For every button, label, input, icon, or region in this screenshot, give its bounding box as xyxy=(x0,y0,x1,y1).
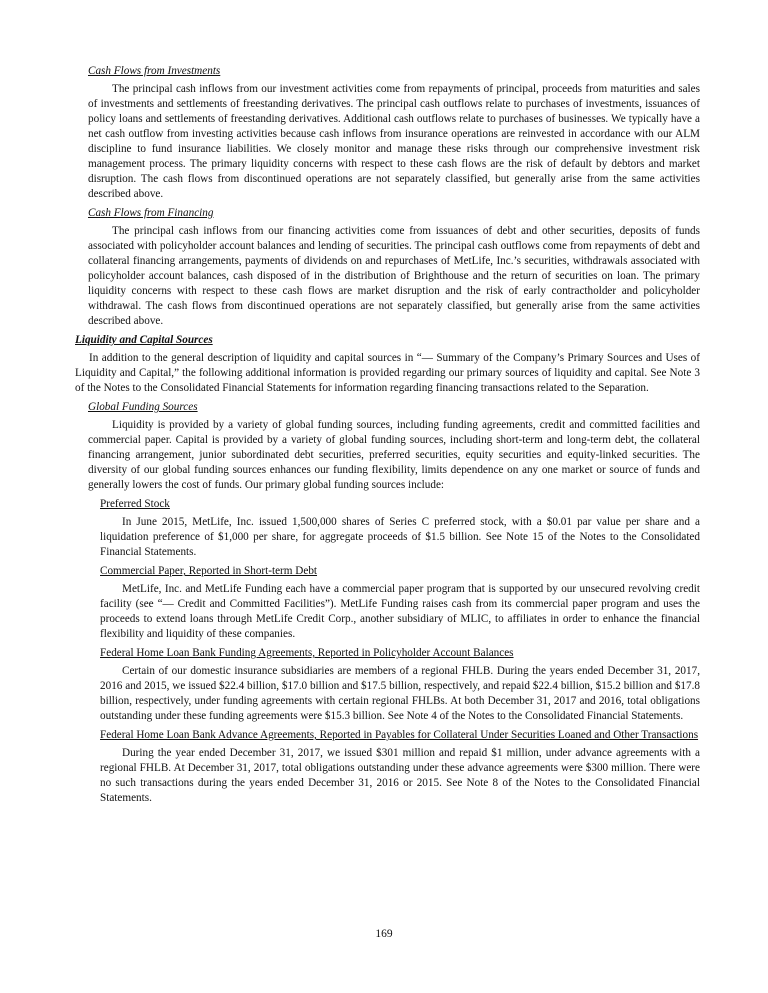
section-fhlb-funding xyxy=(100,646,700,724)
paragraph-fhlb-advance: During the year ended December 31, 2017, we issued $301 million and repaid $1 million, under advance agreements with a regional FHLB. At December 31, 2017, total obligations outstanding under these advance agreements were $300 million. There were no such transactions during the years ended December 31, 2016 or 2015. See Note 8 of the Notes to the Consolidated Financial Statements. xyxy=(100,747,700,804)
paragraph-commercial-paper: MetLife, Inc. and MetLife Funding each have a commercial paper program that is supported by our unsecured revolving credit facility (see “— Credit and Committed Facilities”). MetLife Funding raises cash from its commercial paper program and uses the proceeds to extend loans through MetLife Credit Corp., another subsidiary of MLIC, to affiliates in order to enhance the financial flexibility and liquidity of these companies. xyxy=(100,583,700,640)
section-preferred-stock xyxy=(100,497,700,560)
section-commercial-paper xyxy=(100,564,700,642)
section-liquidity-capital-sources xyxy=(75,333,700,396)
heading-fhlb-funding: Federal Home Loan Bank Funding Agreements, Reported in Policyholder Account Balances xyxy=(100,647,514,659)
paragraph-cash-flows-financing: The principal cash inflows from our financing activities come from issuances of debt and other securities, deposits of funds associated with policyholder account balances and lending of securities. The principal cash outflows come from repayments of debt and collateral financing arrangements, payments of dividends on and repurchases of MetLife, Inc.’s securities, withdrawals associated with policyholder account balances, cash disposed of in the distribution of Brighthouse and the return of securities on loan. The primary liquidity concerns with respect to these cash flows are market disruption and the risk of early contractholder and policyholder withdrawal. The cash flows from discontinued operations are not separately classified, but generally arise from the same activities described above. xyxy=(88,225,700,327)
heading-preferred-stock: Preferred Stock xyxy=(100,498,170,510)
paragraph-fhlb-funding: Certain of our domestic insurance subsidiaries are members of a regional FHLB. During the years ended December 31, 2017, 2016 and 2015, we issued $22.4 billion, $17.0 billion and $17.5 billion, respectively, and repaid $22.4 billion, $15.2 billion and $17.8 billion, respectively, under funding agreements with certain regional FHLBs. At both December 31, 2017 and 2016, total obligations outstanding under these funding agreements were $15.3 billion. See Note 4 of the Notes to the Consolidated Financial Statements. xyxy=(100,665,700,722)
document-page xyxy=(75,64,700,810)
heading-fhlb-advance: Federal Home Loan Bank Advance Agreements, Reported in Payables for Collateral Under Securities Loaned and Other Transactions xyxy=(100,729,699,741)
paragraph-global-funding-sources: Liquidity is provided by a variety of global funding sources, including funding agreements, credit and committed facilities and commercial paper. Capital is provided by a variety of global funding sources, including short-term and long-term debt, the collateral financing arrangement, junior subordinated debt securities, preferred securities, equity securities and equity-linked securities. The diversity of our global funding sources enhances our funding flexibility, limits dependence on any one market or source of funds and generally lowers the cost of funds. Our primary global funding sources include: xyxy=(88,419,700,491)
heading-commercial-paper: Commercial Paper, Reported in Short-term Debt xyxy=(100,565,318,577)
heading-cash-flows-investments: Cash Flows from Investments xyxy=(88,65,221,77)
heading-cash-flows-financing: Cash Flows from Financing xyxy=(88,207,214,219)
paragraph-cash-flows-investments: The principal cash inflows from our investment activities come from repayments of principal, proceeds from maturities and sales of investments and settlements of freestanding derivatives. The principal cash outflows relate to purchases of investments, issuances of policy loans and settlements of freestanding derivatives. Additional cash outflows relate to purchases of businesses. We typically have a net cash outflow from investing activities because cash inflows from insurance operations are reinvested in accordance with our ALM discipline to fund insurance liabilities. We closely monitor and manage these risks through our comprehensive investment risk management process. The primary liquidity concerns with respect to these cash flows are the risk of default by debtors and market disruption. The cash flows from discontinued operations are not separately classified, but generally arise from the same activities described above. xyxy=(88,83,700,200)
page-number: 169 xyxy=(375,928,393,940)
heading-liquidity-capital-sources: Liquidity and Capital Sources xyxy=(75,334,213,346)
section-cash-flows-investments xyxy=(88,64,700,202)
section-fhlb-advance xyxy=(100,728,700,806)
paragraph-liquidity-capital-sources: In addition to the general description of liquidity and capital sources in “— Summary of the Company’s Primary Sources and Uses of Liquidity and Capital,” the following additional information is provided regarding our primary sources of liquidity and capital. See Note 3 of the Notes to the Consolidated Financial Statements for information regarding financing transactions related to the Separation. xyxy=(75,352,700,394)
heading-global-funding-sources: Global Funding Sources xyxy=(88,401,198,413)
section-global-funding-sources xyxy=(88,400,700,493)
section-cash-flows-financing xyxy=(88,206,700,329)
paragraph-preferred-stock: In June 2015, MetLife, Inc. issued 1,500,000 shares of Series C preferred stock, with a $0.01 par value per share and a liquidation preference of $1,000 per share, for aggregate proceeds of $1.5 billion. See Note 15 of the Notes to the Consolidated Financial Statements. xyxy=(100,516,700,558)
